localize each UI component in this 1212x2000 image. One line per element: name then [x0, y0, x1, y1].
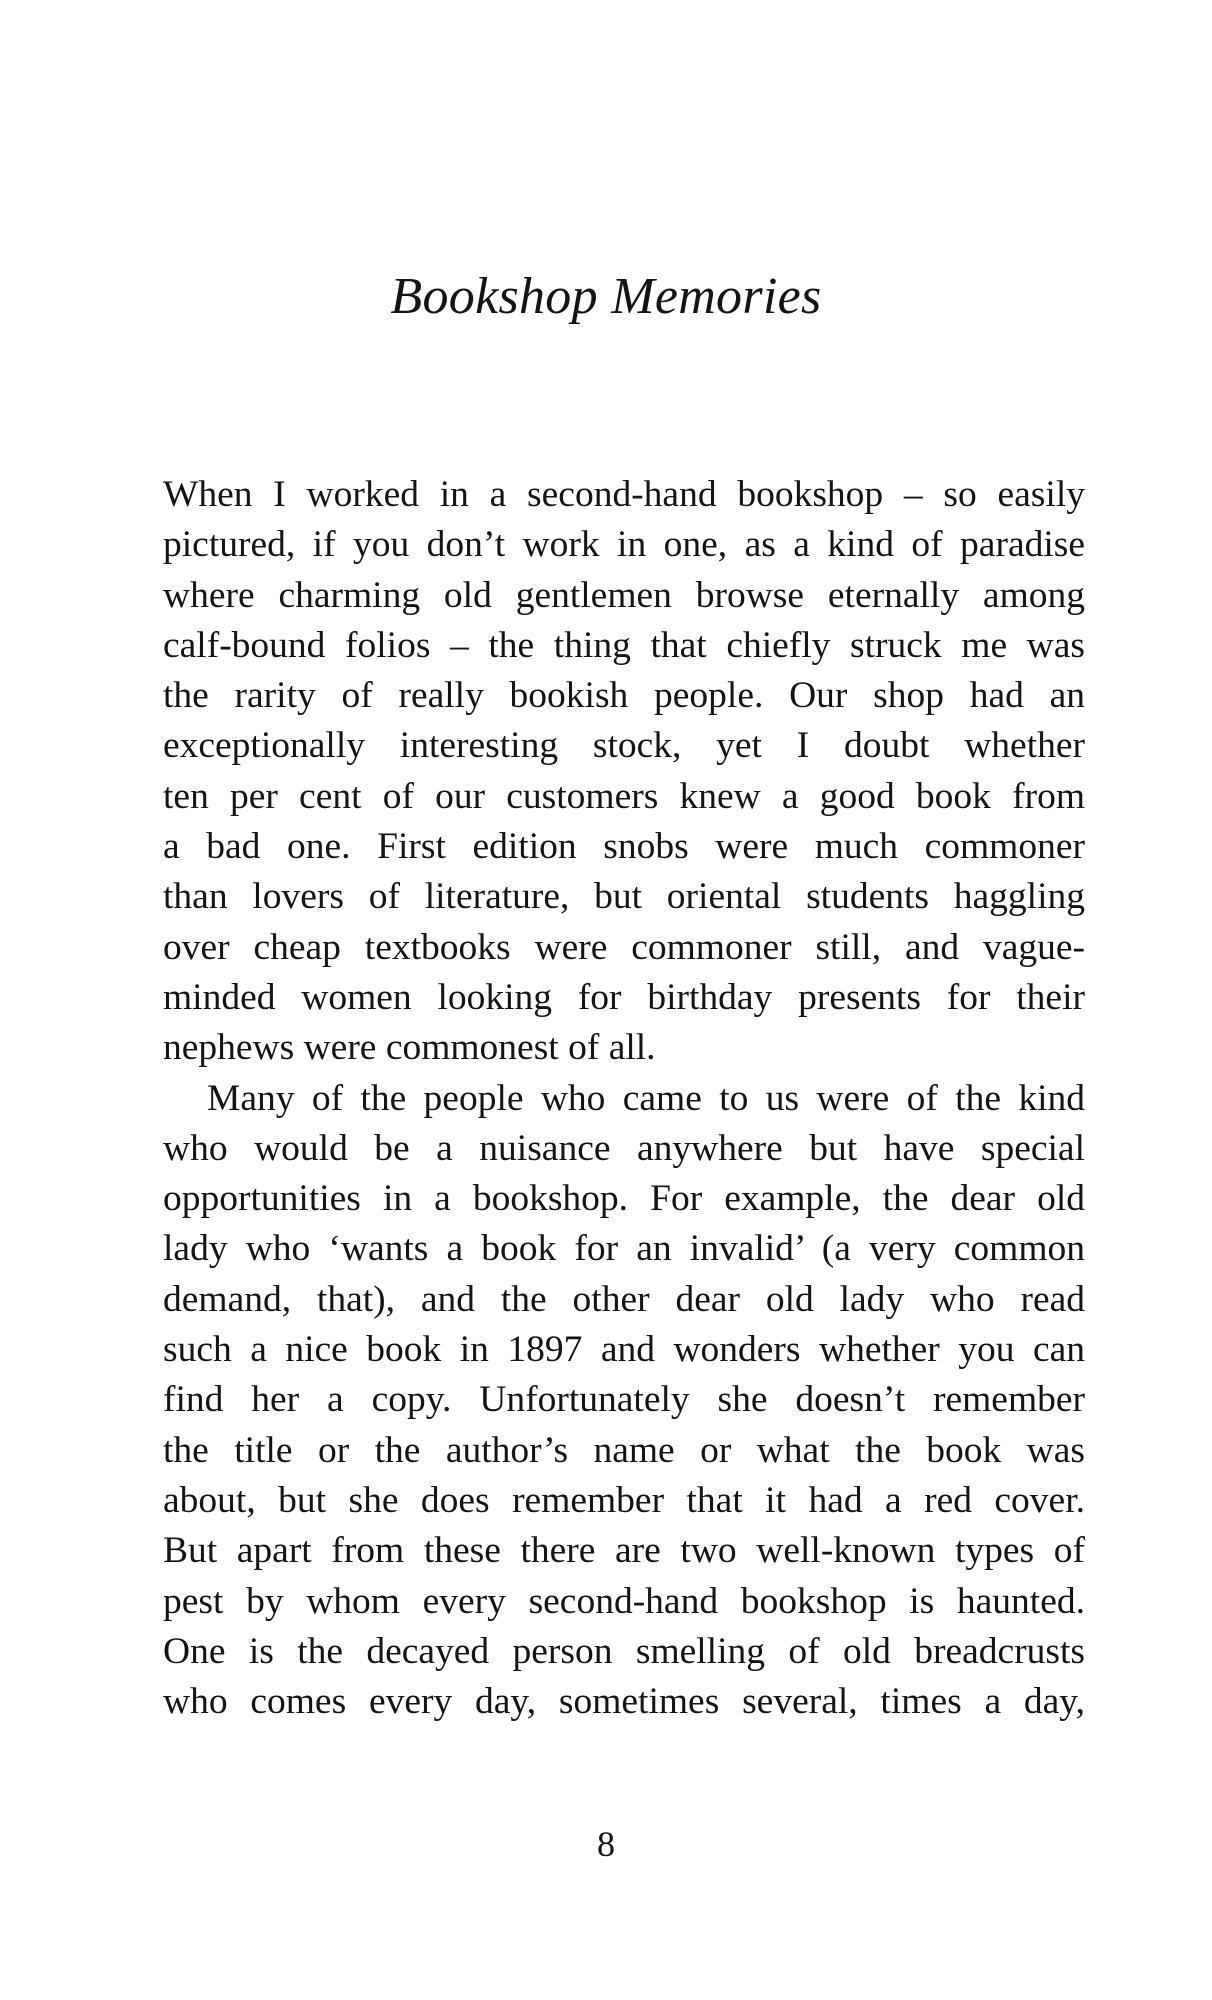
text-line: nephews were commonest of all. — [163, 1027, 656, 1069]
text-line: When I worked in a second-hand bookshop – so easily — [163, 474, 1085, 515]
text-line: over cheap textbooks were commoner still, and vague- — [163, 926, 1085, 968]
text-line: opportunities in a bookshop. For example, the dear old — [163, 1178, 1085, 1220]
paragraph-1 — [163, 470, 1085, 1074]
text-line: who would be a nuisance anywhere but have special — [163, 1127, 1085, 1169]
text-line: about, but she does remember that it had a red cover. — [163, 1479, 1085, 1521]
text-line: ten per cent of our customers knew a good book from — [163, 775, 1085, 817]
text-line: calf-bound folios – the thing that chiefly struck me was — [163, 624, 1085, 666]
text-line: demand, that), and the other dear old lady who read — [163, 1278, 1085, 1320]
body-text — [163, 470, 1085, 1727]
text-line: minded women looking for birthday presents for their — [163, 976, 1085, 1018]
text-line: where charming old gentlemen browse eternally among — [163, 574, 1085, 616]
text-line: find her a copy. Unfortunately she doesn’t remember — [163, 1379, 1085, 1421]
text-line: lady who ‘wants a book for an invalid’ (a very common — [163, 1228, 1085, 1270]
text-line: One is the decayed person smelling of old breadcrusts — [163, 1630, 1085, 1672]
page-number: 8 — [597, 1824, 615, 1864]
text-line: such a nice book in 1897 and wonders whether you can — [163, 1329, 1085, 1371]
text-line: the rarity of really bookish people. Our shop had an — [163, 675, 1085, 717]
text-line: a bad one. First edition snobs were much commoner — [163, 826, 1085, 868]
paragraph-2 — [163, 1074, 1085, 1728]
text-line: the title or the author’s name or what the book was — [163, 1429, 1085, 1471]
text-line: pictured, if you don’t work in one, as a kind of paradise — [163, 524, 1085, 566]
text-line: than lovers of literature, but oriental students haggling — [163, 876, 1085, 918]
text-line: But apart from these there are two well-known types of — [163, 1530, 1085, 1572]
chapter-title: Bookshop Memories — [390, 268, 822, 325]
text-line: pest by whom every second-hand bookshop is haunted. — [163, 1580, 1085, 1622]
text-line: Many of the people who came to us were of the kind — [207, 1077, 1085, 1119]
text-line: exceptionally interesting stock, yet I doubt whether — [163, 725, 1085, 767]
text-line: who comes every day, sometimes several, times a day, — [163, 1681, 1085, 1723]
